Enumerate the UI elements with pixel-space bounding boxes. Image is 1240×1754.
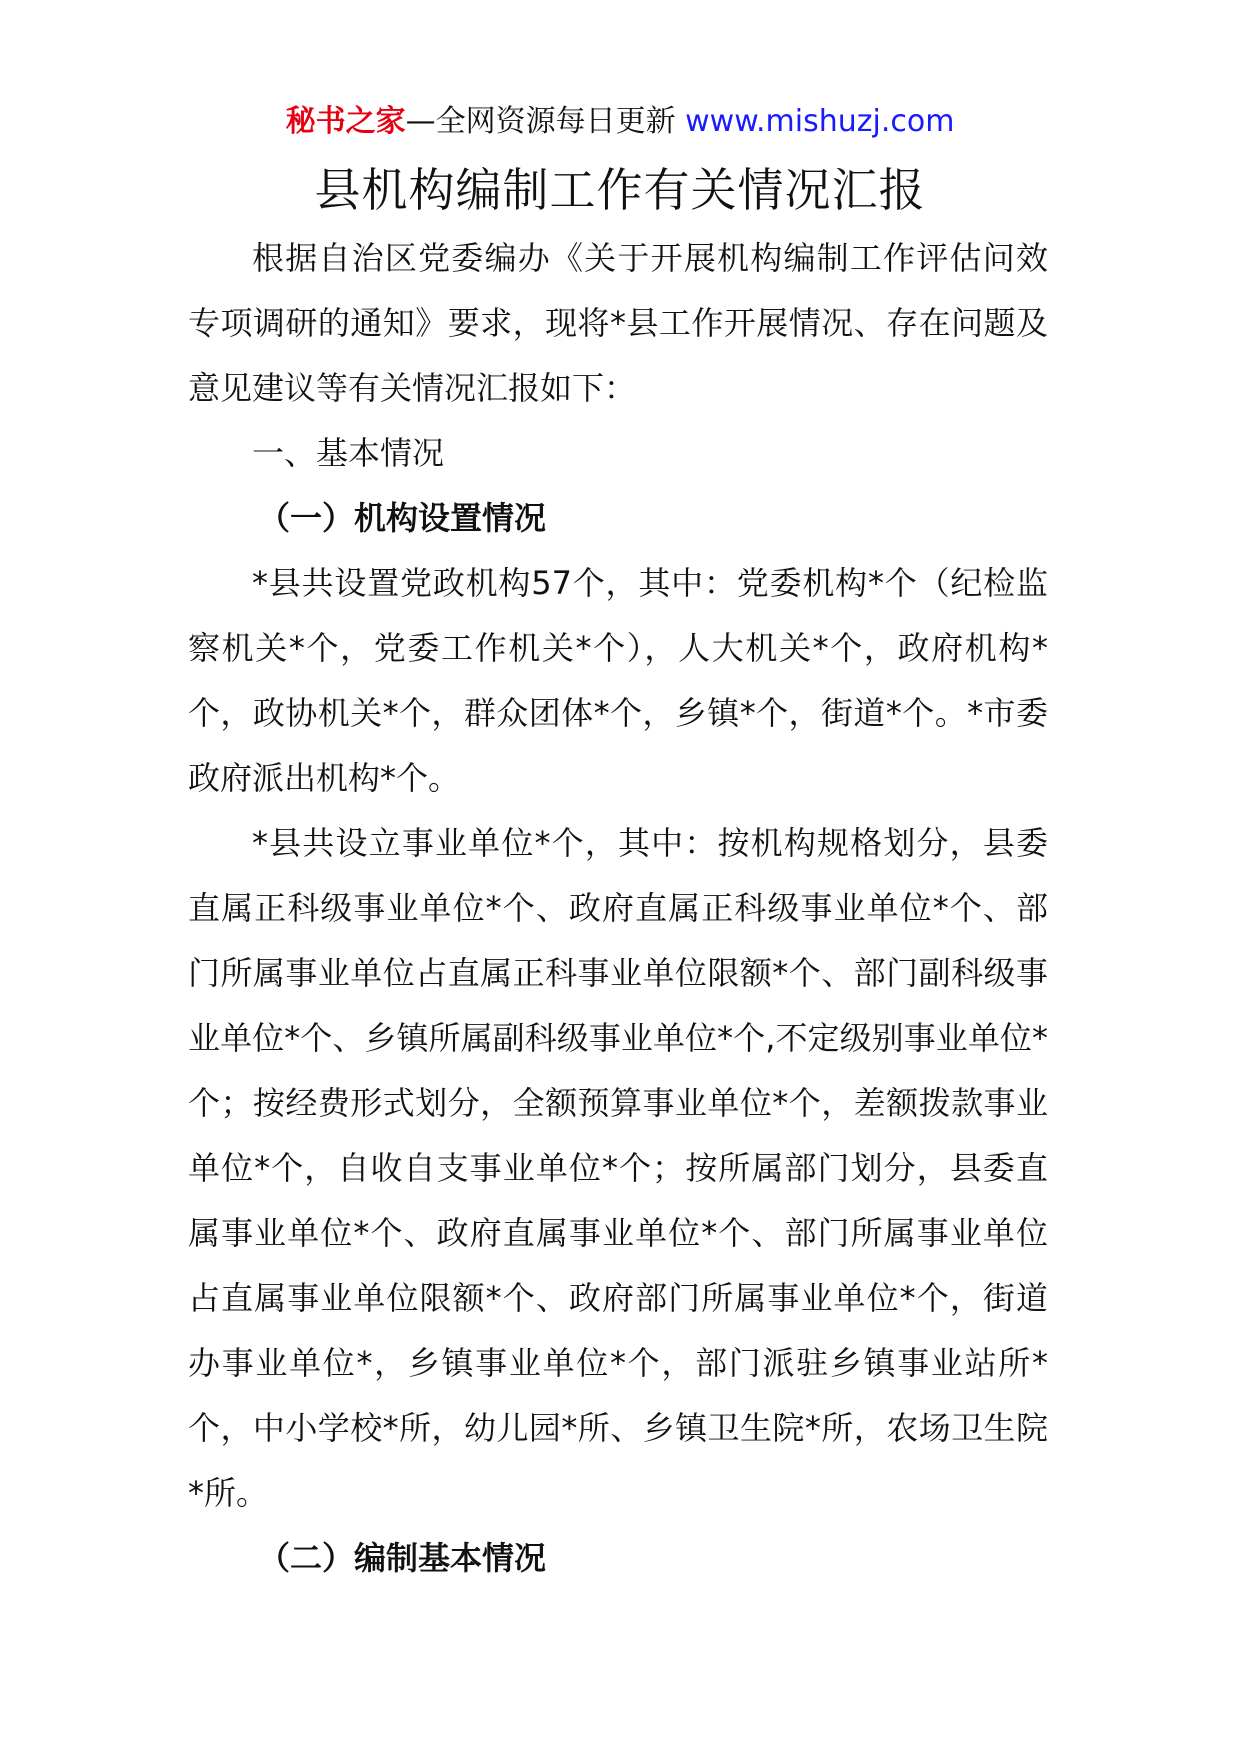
section-heading-basic-situation: 一、基本情况 xyxy=(252,434,445,472)
watermark-header xyxy=(0,100,1240,144)
document-body xyxy=(188,226,1048,1591)
brand-name: 秘书之家 xyxy=(285,104,406,139)
paragraph-party-government-institutions: *县共设置党政机构57个，其中：党委机构*个（纪检监察机关*个，党委工作机关*个），人大机关*个，政府机构*个，政协机关*个，群众团体*个，乡镇*个，街道*个。*市委政府派出机构*个。 xyxy=(188,564,1048,797)
intro-paragraph: 根据自治区党委编办《关于开展机构编制工作评估问效专项调研的通知》要求，现将*县工作开展情况、存在问题及意见建议等有关情况汇报如下： xyxy=(188,239,1048,407)
header-slogan: —全网资源每日更新 xyxy=(405,104,676,139)
subsection-heading-staffing: （二）编制基本情况 xyxy=(258,1539,547,1577)
paragraph-public-institutions: *县共设立事业单位*个，其中：按机构规格划分，县委直属正科级事业单位*个、政府直属正科级事业单位*个、部门所属事业单位占直属正科事业单位限额*个、部门副科级事业单位*个、乡镇所属副科级事业单位*个,不定级别事业单位*个；按经费形式划分，全额预算事业单位*个，差额拨款事业单位*个，自收自支事业单位*个；按所属部门划分，县委直属事业单位*个、政府直属事业单位*个、部门所属事业单位占直属事业单位限额*个、政府部门所属事业单位*个，街道办事业单位*，乡镇事业单位*个，部门派驻乡镇事业站所*个，中小学校*所，幼儿园*所、乡镇卫生院*所，农场卫生院*所。 xyxy=(188,824,1048,1512)
document-title: 县机构编制工作有关情况汇报 xyxy=(314,163,926,217)
subsection-heading-institution-setup: （一）机构设置情况 xyxy=(258,499,547,537)
site-url-link[interactable]: www.mishuzj.com xyxy=(685,104,955,139)
